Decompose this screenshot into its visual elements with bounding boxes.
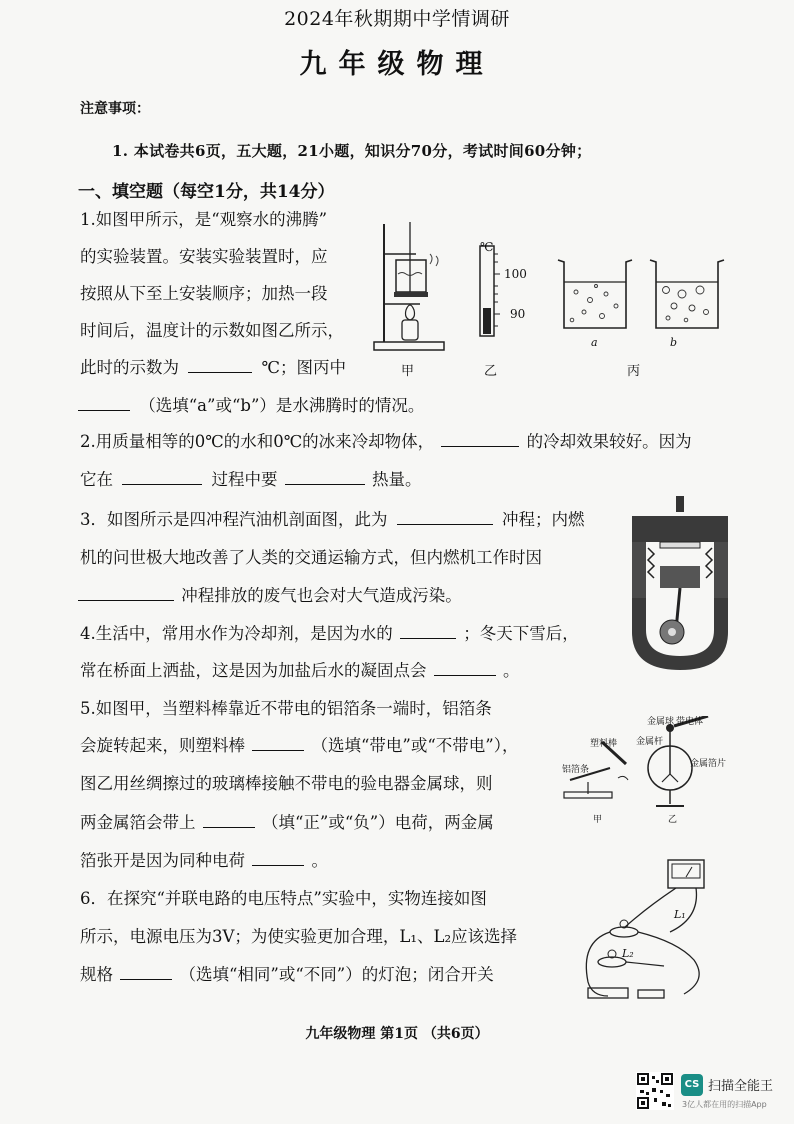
q1-blank-2[interactable] [78, 396, 130, 411]
fig-label-yi: 乙 [484, 364, 498, 379]
q2-line-2 [80, 470, 422, 490]
q3-line-1-text-a: 3．如图所示是四冲程汽油机剖面图，此为 [80, 510, 388, 529]
q2-line-2-text-c: 热量。 [372, 470, 422, 489]
fig-label-q5-yi: 乙 [668, 815, 678, 825]
q3-blank-1[interactable] [397, 510, 493, 525]
q3-line-2: 机的问世极大地改善了人类的交通运输方式，但内燃机工作时因 [80, 548, 542, 567]
fig-label-L2: L₂ [622, 947, 634, 960]
q5-line-4-text-b: （填“正”或“负”）电荷，两金属 [262, 813, 494, 832]
q5-line-5 [80, 851, 328, 871]
q4-line-2-text-a: 常在桥面上洒盐，这是因为加盐后水的凝固点会 [80, 661, 427, 680]
parallel-circuit-figure [578, 858, 718, 1008]
q1-line-4: 时间后，温度计的示数如图乙所示， [80, 321, 344, 340]
q1-line-5-text-b: ℃；图丙中 [261, 358, 346, 377]
q5-line-4-text-a: 两金属箔会带上 [80, 813, 196, 832]
q3-line-1 [80, 510, 585, 530]
q3-line-3 [78, 586, 462, 606]
q1-line-5 [80, 358, 346, 378]
q2-line-2-text-a: 它在 [80, 470, 113, 489]
camscanner-logo-icon: CS [681, 1074, 703, 1096]
fig-label-charged-body: 带电体 [676, 717, 704, 727]
q5-line-1: 5.如图甲，当塑料棒靠近不带电的铝箔条一端时，铝箔条 [80, 699, 492, 718]
thermometer-unit: ℃ [480, 240, 494, 254]
fig-label-bing: 丙 [627, 364, 641, 379]
boiling-apparatus-figure [370, 218, 450, 354]
q4-blank-1[interactable] [400, 624, 456, 639]
fig-label-jia: 甲 [401, 364, 415, 379]
fig-label-plastic-rod: 塑料棒 [590, 739, 618, 749]
q1-line-5-text-a: 此时的示数为 [80, 358, 179, 377]
q5-line-4 [80, 813, 494, 833]
q6-line-3 [80, 965, 494, 985]
q2-line-1 [80, 432, 692, 452]
q2-line-1-text-a: 2.用质量相等的0℃的水和0℃的冰来冷却物体， [80, 432, 435, 451]
q4-line-1-text-a: 4.生活中，常用水作为冷却剂，是因为水的 [80, 624, 393, 643]
q5-blank-2[interactable] [203, 813, 255, 828]
fig-label-foil-leaf: 金属箔片 [690, 759, 727, 769]
fig-label-metal-rod: 金属杆 [636, 737, 664, 747]
q6-line-2: 所示，电源电压为3V；为使实验更加合理，L₁、L₂应该选择 [80, 927, 518, 946]
thermometer-tick-100: 100 [504, 267, 527, 281]
q1-line-6-text: （选填“a”或“b”）是水沸腾时的情况。 [139, 396, 425, 415]
q1-line-2: 的实验装置。安装实验装置时，应 [80, 247, 328, 266]
fig-label-L1: L₁ [674, 908, 686, 921]
q5-blank-1[interactable] [252, 736, 304, 751]
exam-header-title: 2024年秋期期中学情调研 [284, 8, 510, 30]
q3-blank-2[interactable] [78, 586, 174, 601]
q2-blank-1[interactable] [441, 432, 519, 447]
q5-line-5-text-a: 箔张开是因为同种电荷 [80, 851, 245, 870]
q2-blank-3[interactable] [285, 470, 365, 485]
q2-line-2-text-b: 过程中要 [211, 470, 278, 489]
q2-line-1-text-b: 的冷却效果较好。因为 [526, 432, 692, 451]
thermometer-tick-90: 90 [510, 307, 526, 321]
notice-item-1: 1. 本试卷共6页，五大题，21小题，知识分70分，考试时间60分钟； [112, 142, 592, 160]
q3-line-3-text: 冲程排放的废气也会对大气造成污染。 [181, 586, 462, 605]
q3-line-1-text-b: 冲程；内燃 [502, 510, 585, 529]
q6-line-1: 6．在探究“并联电路的电压特点”实验中，实物连接如图 [80, 889, 487, 908]
q5-line-2-text-b: （选填“带电”或“不带电”）， [311, 736, 519, 755]
q5-blank-3[interactable] [252, 851, 304, 866]
q6-blank-1[interactable] [120, 965, 172, 980]
q4-line-1 [80, 624, 579, 644]
page-footer: 九年级物理 第1页 （共6页） [305, 1026, 489, 1042]
fig-label-metal-ball: 金属球 [647, 717, 675, 727]
q4-line-2-text-b: 。 [503, 661, 520, 680]
q4-line-2 [80, 661, 520, 681]
q6-line-3-text-b: （选填“相同”或“不同”）的灯泡；闭合开关 [179, 965, 494, 984]
q1-line-6 [78, 396, 424, 416]
engine-cross-section-figure [626, 492, 734, 674]
camscanner-tagline: 3亿人都在用的扫描App [682, 1100, 767, 1109]
section-1-title: 一、填空题（每空1分，共14分） [78, 182, 335, 202]
exam-subject-title: 九年级物理 [299, 49, 495, 80]
beaker-a-figure [556, 256, 636, 332]
q5-line-5-text-b: 。 [311, 851, 328, 870]
q2-blank-2[interactable] [122, 470, 202, 485]
beaker-a-label: a [591, 336, 598, 349]
q4-line-1-text-b: ；冬天下雪后， [463, 624, 579, 643]
qr-code-icon [636, 1072, 674, 1110]
q1-blank-1[interactable] [188, 358, 252, 373]
q4-blank-2[interactable] [434, 661, 496, 676]
fig-label-foil-strip: 铝箔条 [562, 765, 590, 775]
beaker-b-label: b [670, 336, 678, 349]
camscanner-name: 扫描全能王 [708, 1079, 774, 1094]
q6-line-3-text-a: 规格 [80, 965, 113, 984]
fig-label-q5-jia: 甲 [593, 815, 603, 825]
beaker-b-figure [648, 256, 728, 332]
q1-line-3: 按照从下至上安装顺序；加热一段 [80, 284, 328, 303]
q1-line-1: 1.如图甲所示，是“观察水的沸腾” [80, 210, 328, 229]
q5-line-2-text-a: 会旋转起来，则塑料棒 [80, 736, 245, 755]
notice-label: 注意事项： [80, 101, 150, 117]
q5-line-3: 图乙用丝绸擦过的玻璃棒接触不带电的验电器金属球，则 [80, 774, 493, 793]
q5-line-2 [80, 736, 519, 756]
